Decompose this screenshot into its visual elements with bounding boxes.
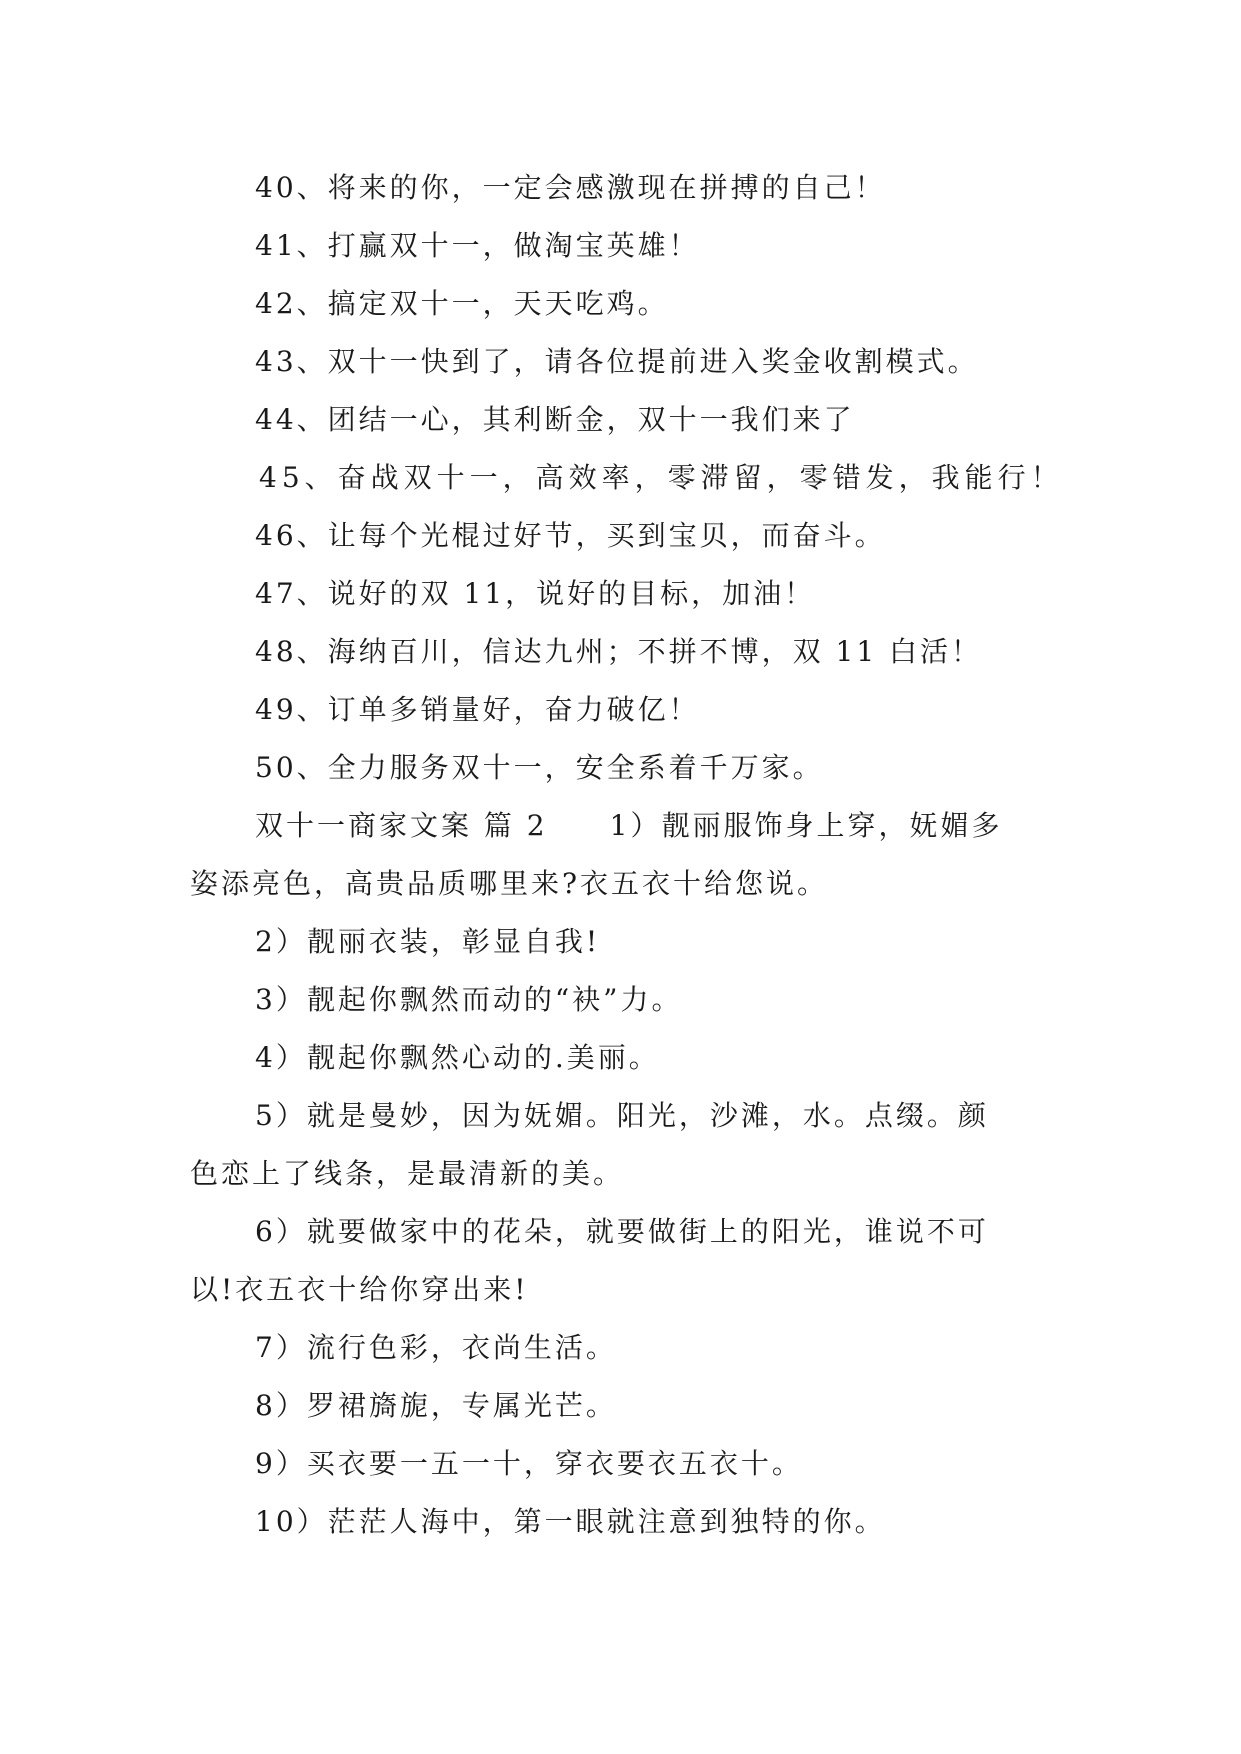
list-item: 7）流行色彩，衣尚生活。 bbox=[255, 1331, 617, 1364]
list-item-text: 1）靓丽服饰身上穿，妩媚多 bbox=[609, 809, 1003, 842]
list-item-continuation: 姿添亮色，高贵品质哪里来?衣五衣十给您说。 bbox=[190, 867, 829, 900]
slogan-line: 44、团结一心，其利断金，双十一我们来了 bbox=[255, 403, 855, 436]
list-item: 6）就要做家中的花朵，就要做街上的阳光，谁说不可 bbox=[255, 1215, 989, 1248]
list-item: 5）就是曼妙，因为妩媚。阳光，沙滩，水。点缀。颜 bbox=[255, 1099, 989, 1132]
slogan-line: 50、全力服务双十一，安全系着千万家。 bbox=[255, 751, 824, 784]
list-item: 3）靓起你飘然而动的“袂”力。 bbox=[255, 983, 683, 1016]
list-item-continuation: 色恋上了线条，是最清新的美。 bbox=[190, 1157, 625, 1190]
list-item: 9）买衣要一五一十，穿衣要衣五衣十。 bbox=[255, 1447, 803, 1480]
slogan-line: 46、让每个光棍过好节，买到宝贝，而奋斗。 bbox=[255, 519, 886, 552]
document-page bbox=[0, 159, 1241, 1551]
slogan-line: 45、奋战双十一，高效率，零滞留，零错发，我能行！ bbox=[259, 461, 1064, 494]
slogan-line: 48、海纳百川，信达九州；不拼不博，双 11 白活！ bbox=[255, 635, 983, 668]
list-item: 4）靓起你飘然心动的.美丽。 bbox=[255, 1041, 660, 1074]
section-heading-line bbox=[0, 797, 1241, 855]
slogan-line: 40、将来的你，一定会感激现在拼搏的自己！ bbox=[255, 171, 886, 204]
slogan-line: 42、搞定双十一，天天吃鸡。 bbox=[255, 287, 669, 320]
list-item-continuation: 以!衣五衣十给你穿出来! bbox=[190, 1273, 529, 1306]
list-item: 8）罗裙旖旎，专属光芒。 bbox=[255, 1389, 617, 1422]
slogan-line: 43、双十一快到了，请各位提前进入奖金收割模式。 bbox=[255, 345, 979, 378]
slogan-line: 49、订单多销量好，奋力破亿！ bbox=[255, 693, 700, 726]
slogan-line: 41、打赢双十一，做淘宝英雄！ bbox=[255, 229, 700, 262]
list-item: 10）茫茫人海中，第一眼就注意到独特的你。 bbox=[255, 1505, 886, 1538]
section-heading: 双十一商家文案 篇 2 bbox=[255, 809, 548, 842]
list-item: 2）靓丽衣装，彰显自我! bbox=[255, 925, 601, 958]
slogan-line: 47、说好的双 11，说好的目标，加油！ bbox=[255, 577, 816, 610]
